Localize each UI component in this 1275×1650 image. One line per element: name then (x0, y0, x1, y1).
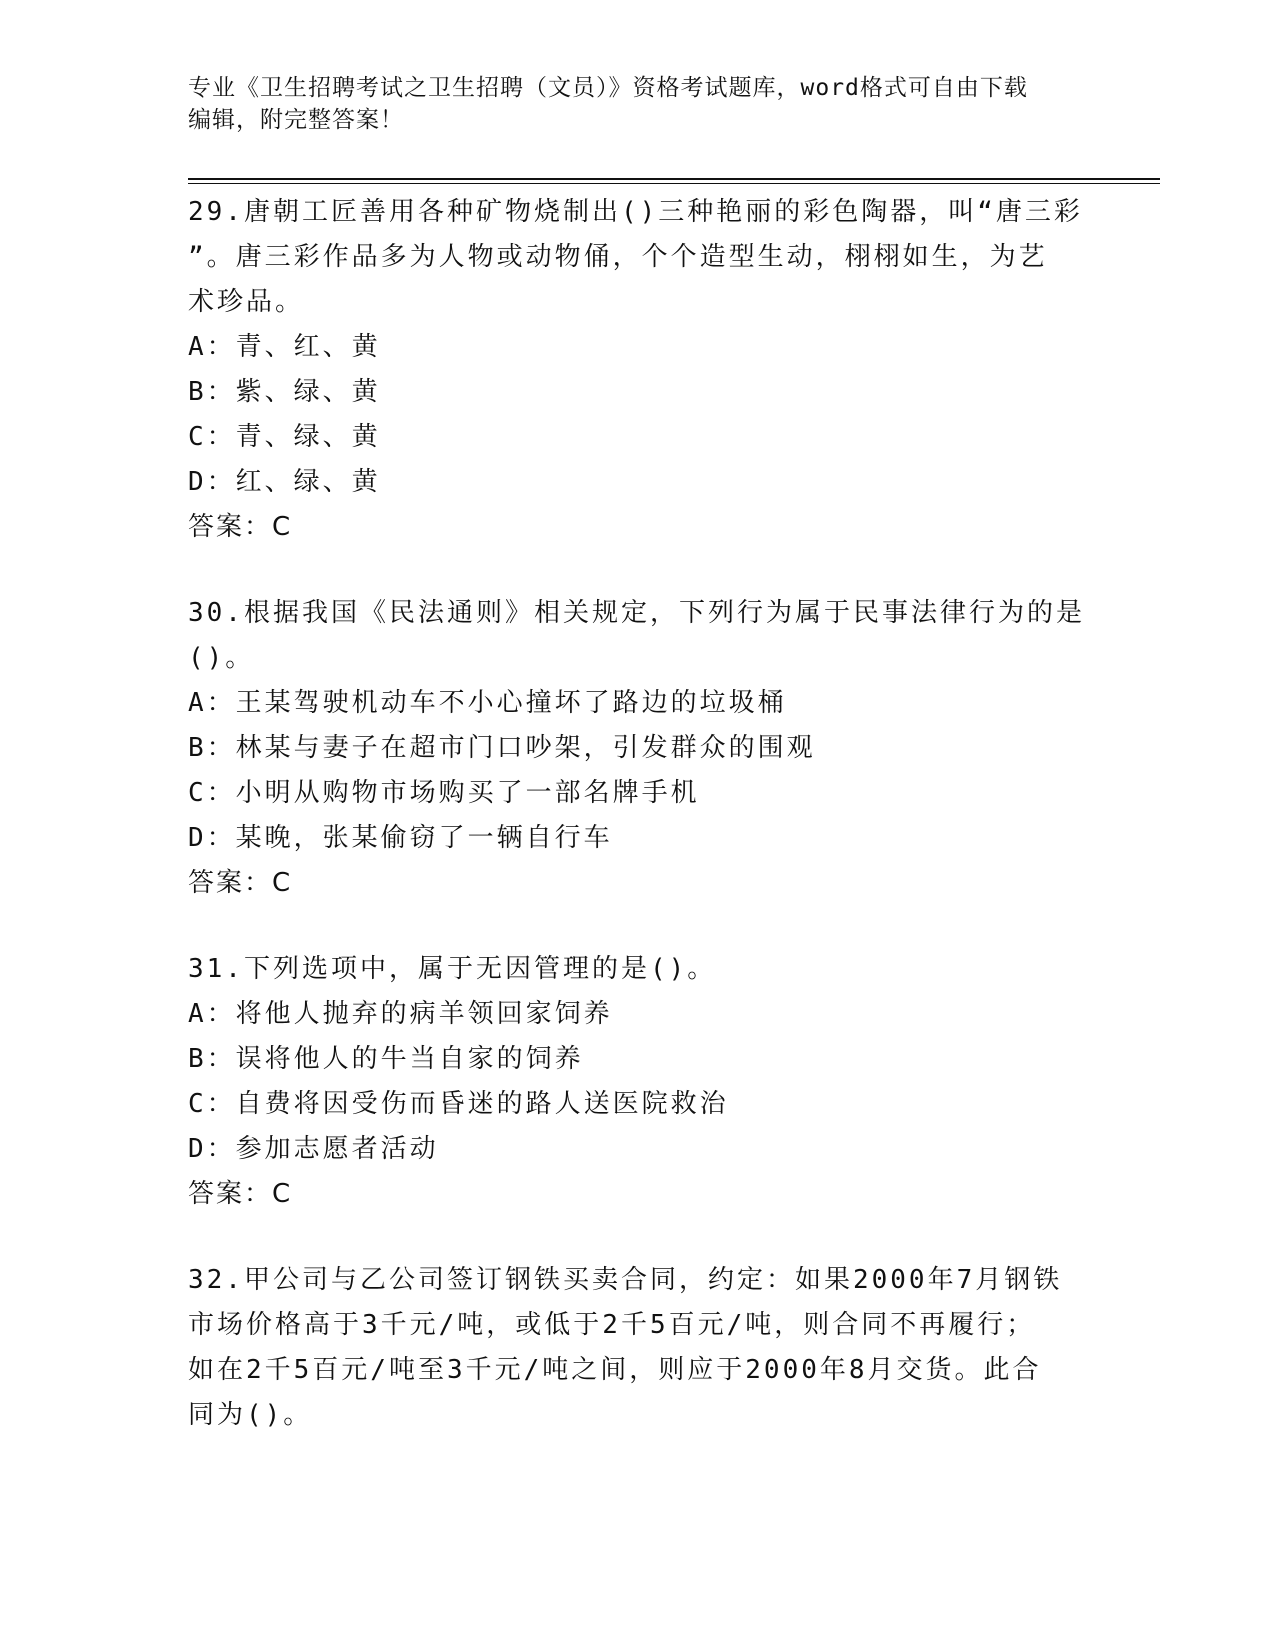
question-text-line: 29.唐朝工匠善用各种矿物烧制出()三种艳丽的彩色陶器，叫“唐三彩 (188, 197, 1083, 227)
question-text-line: 32.甲公司与乙公司签订钢铁买卖合同，约定：如果2000年7月钢铁 (188, 1265, 1063, 1295)
option-c: C：自费将因受伤而昏迷的路人送医院救治 (188, 1089, 729, 1119)
option-c: C：小明从购物市场购买了一部名牌手机 (188, 778, 700, 808)
question-text-line: 31.下列选项中，属于无因管理的是()。 (188, 954, 717, 984)
option-b: B：林某与妻子在超市门口吵架，引发群众的围观 (188, 733, 816, 763)
header-rule-thick (188, 178, 1160, 180)
question-text-line: 同为()。 (188, 1400, 313, 1430)
question-text-line: 术珍品。 (188, 287, 305, 317)
option-a: A：王某驾驶机动车不小心撞坏了路边的垃圾桶 (188, 688, 787, 718)
option-b: B：紫、绿、黄 (188, 377, 381, 407)
question-30 (188, 591, 1088, 906)
question-text-line: ”。唐三彩作品多为人物或动物俑，个个造型生动，栩栩如生，为艺 (188, 242, 1048, 272)
answer-line: 答案：C (188, 512, 293, 542)
question-31 (188, 947, 1088, 1217)
option-a: A：青、红、黄 (188, 332, 381, 362)
question-32 (188, 1258, 1088, 1438)
option-a: A：将他人抛弃的病羊领回家饲养 (188, 999, 613, 1029)
option-b: B：误将他人的牛当自家的饲养 (188, 1044, 584, 1074)
answer-line: 答案：C (188, 1179, 293, 1209)
question-text-line: ()。 (188, 643, 255, 673)
question-29 (188, 190, 1088, 550)
document-header (188, 72, 1068, 136)
option-d: D：红、绿、黄 (188, 467, 381, 497)
option-d: D：参加志愿者活动 (188, 1134, 439, 1164)
question-text-line: 市场价格高于3千元/吨，或低于2千5百元/吨，则合同不再履行； (188, 1310, 1036, 1340)
question-text-line: 30.根据我国《民法通则》相关规定，下列行为属于民事法律行为的是 (188, 598, 1085, 628)
header-rule-thin (188, 183, 1160, 184)
option-d: D：某晚，张某偷窃了一辆自行车 (188, 823, 613, 853)
header-line-1: 专业《卫生招聘考试之卫生招聘（文员）》资格考试题库，word格式可自由下载 (188, 75, 1028, 101)
answer-line: 答案：C (188, 868, 293, 898)
header-line-2: 编辑，附完整答案！ (188, 107, 404, 133)
option-c: C：青、绿、黄 (188, 422, 381, 452)
question-text-line: 如在2千5百元/吨至3千元/吨之间，则应于2000年8月交货。此合 (188, 1355, 1042, 1385)
question-list (188, 190, 1088, 1479)
